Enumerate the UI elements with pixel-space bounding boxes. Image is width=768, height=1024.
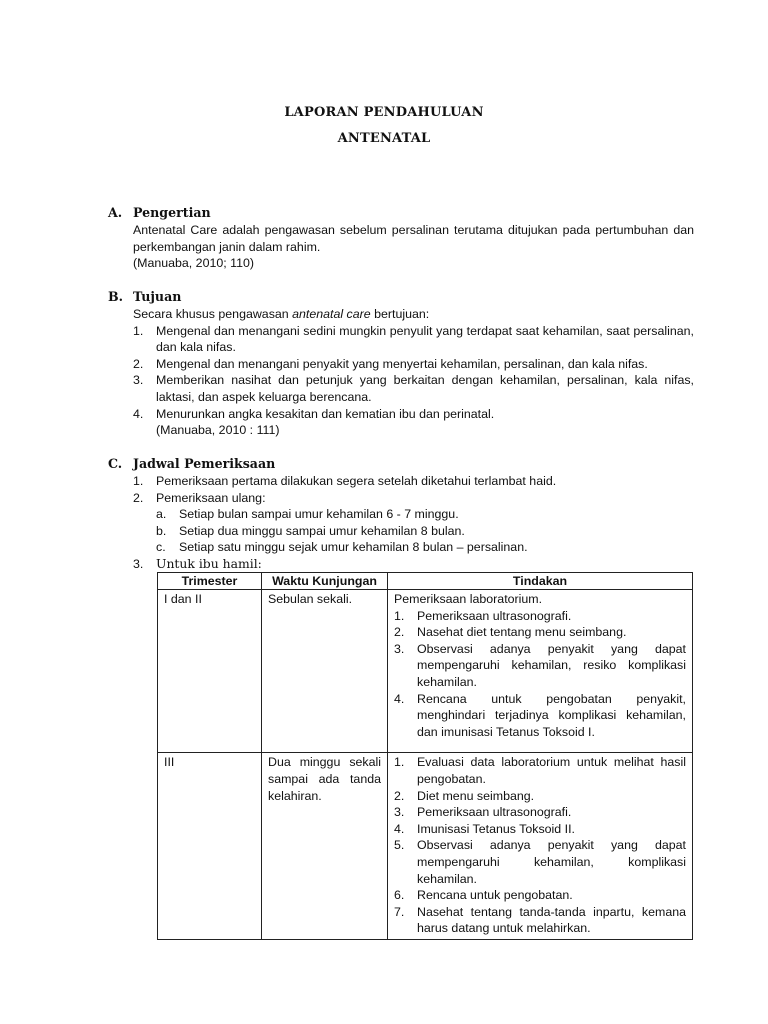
list-number: 1. bbox=[394, 755, 405, 770]
list-number: 2. bbox=[394, 625, 405, 640]
list-item bbox=[394, 804, 686, 821]
tujuan-list bbox=[108, 323, 694, 423]
document-subtitle: ANTENATAL bbox=[337, 131, 431, 146]
list-text: Mengenal dan menangani penyakit yang menyertai kehamilan, persalinan, dan kala nifas. bbox=[156, 356, 648, 371]
list-item bbox=[108, 556, 694, 572]
list-text: Pemeriksaan pertama dilakukan segera setelah diketahui terlambat haid. bbox=[156, 474, 557, 488]
list-number: 3. bbox=[133, 556, 144, 571]
list-item bbox=[108, 490, 694, 507]
section-paragraph: Antenatal Care adalah pengawasan sebelum persalinan terutama ditujukan pada pertumbuhan dan perkembangan janin dalam rahim. bbox=[133, 223, 694, 254]
list-text: Evaluasi data laboratorium untuk melihat hasil pengobatan. bbox=[417, 755, 686, 786]
sublist-text: Setiap bulan sampai umur kehamilan 6 - 7 minggu. bbox=[179, 507, 459, 522]
section-letter: A. bbox=[108, 205, 123, 220]
list-number: 4. bbox=[394, 821, 405, 836]
list-number: 2. bbox=[133, 490, 144, 505]
sublist-letter: c. bbox=[156, 540, 166, 555]
list-number: 4. bbox=[394, 691, 405, 706]
list-item bbox=[394, 608, 686, 625]
list-item bbox=[394, 754, 686, 787]
cell-waktu: Sebulan sekali. bbox=[262, 590, 388, 753]
list-number: 4. bbox=[133, 406, 144, 421]
list-text: Observasi adanya penyakit yang dapat mempengaruhi kehamilan, komplikasi kehamilan. bbox=[417, 838, 686, 886]
tindakan-list bbox=[394, 754, 686, 937]
section-letter: B. bbox=[108, 289, 124, 304]
list-item bbox=[394, 904, 686, 937]
list-item bbox=[394, 821, 686, 838]
list-item bbox=[394, 788, 686, 805]
list-text: Rencana untuk pengobatan penyakit, menghindari terjadinya komplikasi kehamilan, dan imunisasi Tetanus Toksoid I. bbox=[417, 691, 686, 739]
list-text: Nasehat diet tentang menu seimbang. bbox=[417, 625, 627, 640]
section-jadwal-pemeriksaan bbox=[108, 456, 694, 572]
header-tindakan: Tindakan bbox=[388, 573, 693, 590]
list-number: 3. bbox=[133, 373, 144, 388]
list-item bbox=[108, 323, 694, 356]
cell-trimester: III bbox=[158, 753, 262, 940]
intro-text: Secara khusus pengawasan bbox=[133, 307, 293, 321]
section-title: Jadwal Pemeriksaan bbox=[133, 456, 276, 471]
list-item bbox=[394, 624, 686, 641]
table-header-row bbox=[158, 573, 693, 590]
sublist-text: Setiap satu minggu sejak umur kehamilan 8 bulan – persalinan. bbox=[179, 540, 528, 555]
header-trimester: Trimester bbox=[158, 573, 262, 590]
citation: (Manuaba, 2010 : 111) bbox=[156, 423, 280, 438]
sublist-letter: b. bbox=[156, 523, 167, 538]
list-text: Imunisasi Tetanus Toksoid II. bbox=[417, 821, 575, 836]
list-number: 7. bbox=[394, 904, 405, 919]
list-number: 2. bbox=[394, 788, 405, 803]
list-text: Untuk ibu hamil: bbox=[156, 555, 262, 571]
list-item bbox=[394, 641, 686, 691]
sublist-item bbox=[108, 523, 694, 540]
list-item bbox=[108, 372, 694, 405]
list-item bbox=[108, 356, 694, 373]
header-waktu-kunjungan: Waktu Kunjungan bbox=[262, 573, 388, 590]
section-letter: C. bbox=[108, 456, 123, 471]
cell-trimester: I dan II bbox=[158, 590, 262, 753]
list-number: 2. bbox=[133, 356, 144, 371]
citation: (Manuaba, 2010; 110) bbox=[133, 256, 255, 271]
list-text: Pemeriksaan ultrasonografi. bbox=[417, 805, 572, 820]
list-text: Pemeriksaan ultrasonografi. bbox=[417, 608, 572, 623]
section-heading bbox=[108, 205, 694, 222]
intro-text-end: bertujuan: bbox=[370, 307, 430, 321]
section-pengertian bbox=[108, 205, 694, 272]
list-item bbox=[108, 406, 694, 423]
list-number: 3. bbox=[394, 641, 405, 656]
list-text: Mengenal dan menangani sedini mungkin penyulit yang terdapat saat kehamilan, saat persalinan, dan kala nifas. bbox=[156, 323, 694, 355]
list-number: 5. bbox=[394, 838, 405, 853]
section-title: Tujuan bbox=[133, 289, 182, 304]
section-heading bbox=[108, 456, 694, 473]
sublist-text: Setiap dua minggu sampai umur kehamilan 8 bulan. bbox=[179, 523, 465, 538]
list-text: Rencana untuk pengobatan. bbox=[417, 888, 573, 903]
list-text: Observasi adanya penyakit yang dapat mempengaruhi kehamilan, resiko komplikasi kehamilan. bbox=[417, 641, 686, 689]
jadwal-list bbox=[108, 473, 694, 506]
list-item bbox=[394, 837, 686, 887]
section-heading bbox=[108, 289, 694, 306]
list-number: 1. bbox=[133, 323, 144, 338]
list-number: 6. bbox=[394, 888, 405, 903]
document-title: LAPORAN PENDAHULUAN bbox=[284, 105, 484, 120]
section-title: Pengertian bbox=[133, 205, 211, 220]
section-tujuan bbox=[108, 289, 694, 439]
intro-italic-term: antenatal care bbox=[292, 307, 371, 321]
jadwal-sublist bbox=[108, 506, 694, 556]
jadwal-table bbox=[157, 572, 693, 940]
cell-tindakan bbox=[388, 753, 693, 940]
list-text: Diet menu seimbang. bbox=[417, 788, 535, 803]
list-item bbox=[394, 887, 686, 904]
list-text: Menurunkan angka kesakitan dan kematian ibu dan perinatal. bbox=[156, 406, 495, 421]
cell-waktu: Dua minggu sekali sampai ada tanda kelahiran. bbox=[262, 753, 388, 940]
sublist-letter: a. bbox=[156, 507, 167, 522]
tindakan-intro: Pemeriksaan laboratorium. bbox=[394, 592, 543, 606]
table-row bbox=[158, 590, 693, 753]
list-item bbox=[394, 691, 686, 741]
cell-tindakan bbox=[388, 590, 693, 753]
table-row bbox=[158, 753, 693, 940]
list-number: 1. bbox=[133, 474, 144, 488]
list-text: Pemeriksaan ulang: bbox=[156, 490, 266, 505]
sublist-item bbox=[108, 539, 694, 556]
section-intro bbox=[133, 306, 694, 323]
tindakan-list bbox=[394, 608, 686, 741]
list-text: Nasehat tentang tanda-tanda inpartu, kemana harus datang untuk melahirkan. bbox=[417, 904, 686, 936]
list-number: 1. bbox=[394, 608, 405, 623]
sublist-item bbox=[108, 506, 694, 523]
list-text: Memberikan nasihat dan petunjuk yang berkaitan dengan kehamilan, persalinan, kala nifas, laktasi, dan aspek keluarga berencana. bbox=[156, 373, 694, 404]
list-item bbox=[108, 473, 694, 490]
list-number: 3. bbox=[394, 805, 405, 820]
